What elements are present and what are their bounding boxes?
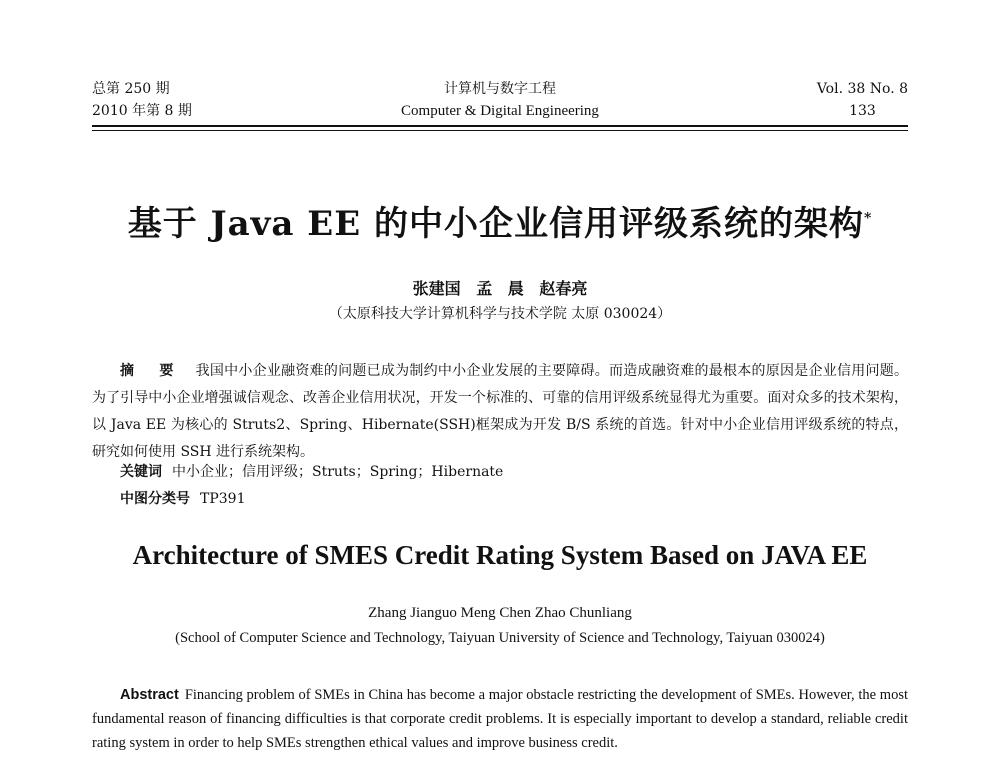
journal-name (92, 78, 908, 122)
affiliation-en: (School of Computer Science and Technology, Taiyuan University of Science and Technology, Taiyuan 030024) (175, 630, 825, 646)
keywords-cn (120, 461, 503, 483)
cumulative-issue: 总第 250 期 (92, 81, 170, 97)
volume-info (817, 78, 908, 122)
classification-text: TP391 (200, 491, 246, 507)
header-rule-thick (92, 125, 908, 127)
page-number: 133 (849, 103, 876, 119)
abstract-en (92, 683, 908, 755)
year-issue: 2010 年第 8 期 (92, 103, 192, 119)
header-rule-thin (92, 130, 908, 131)
abstract-cn-label: 摘 要 (120, 363, 184, 379)
footnote-mark: * (863, 210, 873, 227)
paper-title-cn-text: 基于 Java EE 的中小企业信用评级系统的架构 (127, 204, 864, 244)
classification-number (120, 488, 245, 510)
abstract-cn (92, 358, 908, 466)
abstract-cn-text: 我国中小企业融资难的问题已成为制约中小企业发展的主要障碍。而造成融资难的最根本的原因是企业信用问题。为了引导中小企业增强诚信观念、改善企业信用状况，开发一个标准的、可靠的信用评级系统显得尤为重要。面对众多的技术架构，以 Java EE 为核心的 Struts2、Spring、Hibernate(SSH)框架成为开发 B/S 系统的首选。针对中小企业信用评级系统的特点，研究如何使用 SSH 进行系统架构。 (92, 363, 909, 460)
authors-en: Zhang Jianguo Meng Chen Zhao Chunliang (368, 605, 632, 621)
journal-name-en: Computer & Digital Engineering (401, 103, 599, 119)
journal-header (92, 78, 908, 124)
abstract-en-text: Financing problem of SMEs in China has become a major obstacle restricting the development of SMEs. However, the most fundamental reason of financing difficulties is that corporate credit problems. It is especially important to develop a standard, reliable credit rating system in order to help SMEs strengthen ethical values and improve business credit. (92, 687, 908, 751)
abstract-en-label: Abstract (120, 687, 179, 703)
keywords-cn-label: 关键词 (120, 464, 162, 480)
keywords-cn-text: 中小企业；信用评级；Struts；Spring；Hibernate (172, 464, 504, 480)
journal-name-cn: 计算机与数字工程 (444, 81, 556, 97)
affiliation-cn: （太原科技大学计算机科学与技术学院 太原 030024） (328, 306, 672, 322)
paper-title-cn (0, 196, 1000, 245)
paper-title-en: Architecture of SMES Credit Rating System Based on JAVA EE (132, 540, 868, 570)
classification-label: 中图分类号 (120, 491, 190, 507)
volume-number: Vol. 38 No. 8 (816, 81, 908, 97)
authors-cn: 张建国 孟 晨 赵春亮 (412, 279, 588, 298)
